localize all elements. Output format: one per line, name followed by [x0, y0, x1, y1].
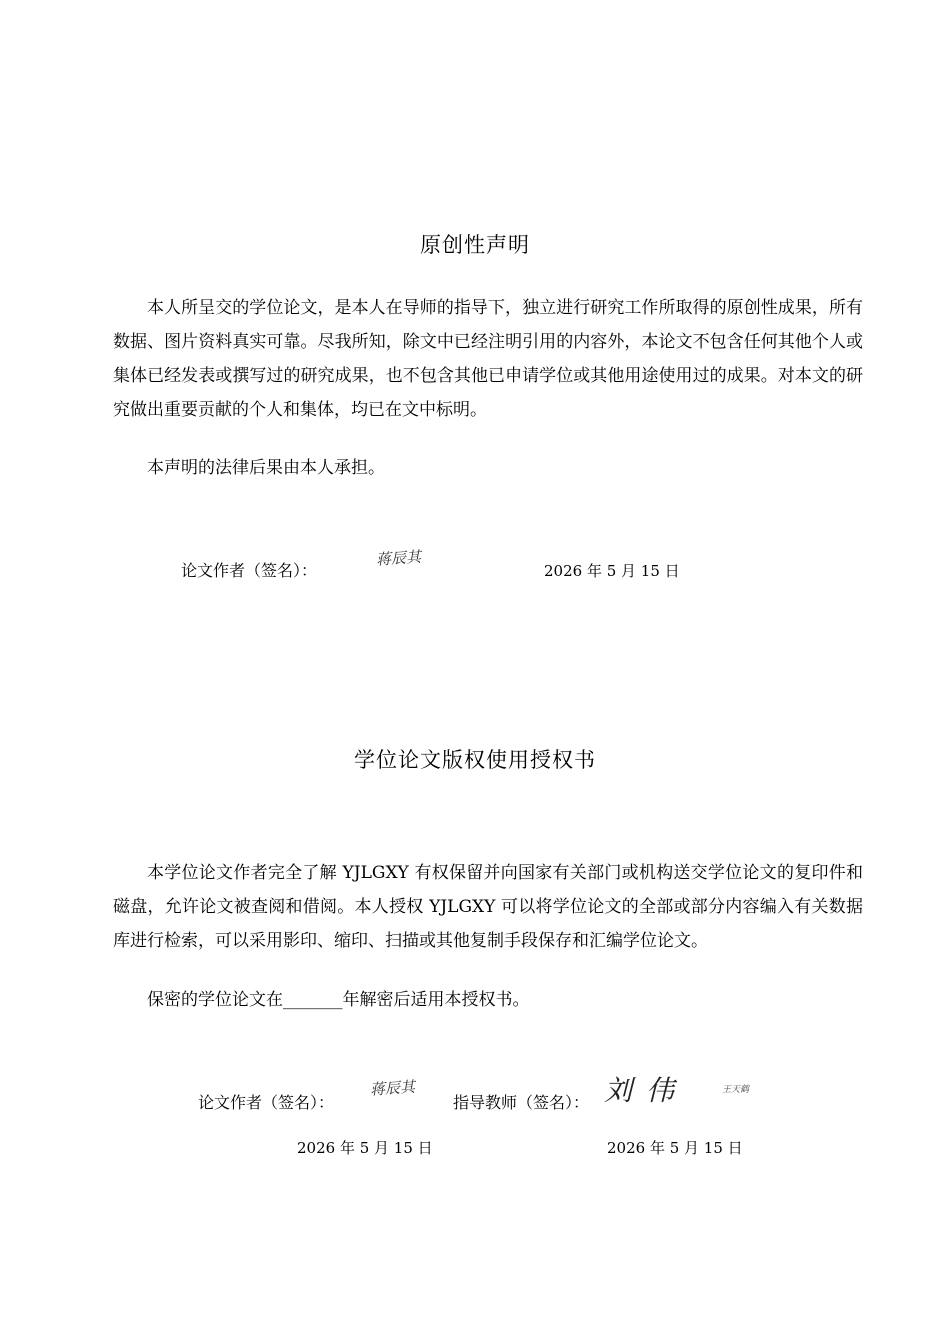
declaration-date: 2026 年 5 月 15 日: [544, 562, 680, 580]
supervisor-signature-image: [600, 1070, 710, 1110]
supervisor-label: 指导教师（签名）：: [453, 1093, 590, 1112]
svg-text:蒋辰其: 蒋辰其: [369, 1077, 416, 1099]
svg-text:王天鹤: 王天鹤: [722, 1085, 750, 1095]
author-signature-image: [372, 543, 432, 573]
declaration-paragraph-1: 本人所呈交的学位论文，是本人在导师的指导下，独立进行研究工作所取得的原创性成果，所有数据、图片资料真实可靠。尽我所知，除文中已经注明引用的内容外，本论文不包含任何其他个人或集体已经发表或撰写过的研究成果，也不包含其他已申请学位或其他用途使用过的成果。对本文的研究做出重要贡献的个人和集体，均已在文中标明。: [113, 298, 863, 420]
declaration-title: 原创性声明: [420, 233, 530, 257]
authorization-author-signature-image: [366, 1073, 426, 1103]
svg-text:刘伟: 刘伟: [604, 1074, 689, 1107]
authorization-author-label: 论文作者（签名）：: [198, 1093, 335, 1112]
declaration-paragraph-2: 本声明的法律后果由本人承担。: [147, 458, 385, 478]
authorization-paragraph-1: 本学位论文作者完全了解 YJLGXY 有权保留并向国家有关部门或机构送交学位论文的复印件和磁盘，允许论文被查阅和借阅。本人授权 YJLGXY 可以将学位论文的全部或部分内容编入有关数据库进行检索，可以采用影印、缩印、扫描或其他复制手段保存和汇编学位论文。: [113, 863, 863, 951]
declaration-author-label: 论文作者（签名）：: [181, 561, 318, 580]
svg-text:蒋辰其: 蒋辰其: [375, 547, 422, 569]
authorization-author-date: 2026 年 5 月 15 日: [297, 1139, 433, 1157]
supervisor-date: 2026 年 5 月 15 日: [607, 1139, 743, 1157]
supervisor-small-signature-image: [720, 1080, 760, 1100]
authorization-title: 学位论文版权使用授权书: [354, 748, 596, 772]
authorization-paragraph-2: 保密的学位论文在_______年解密后适用本授权书。: [147, 990, 530, 1010]
